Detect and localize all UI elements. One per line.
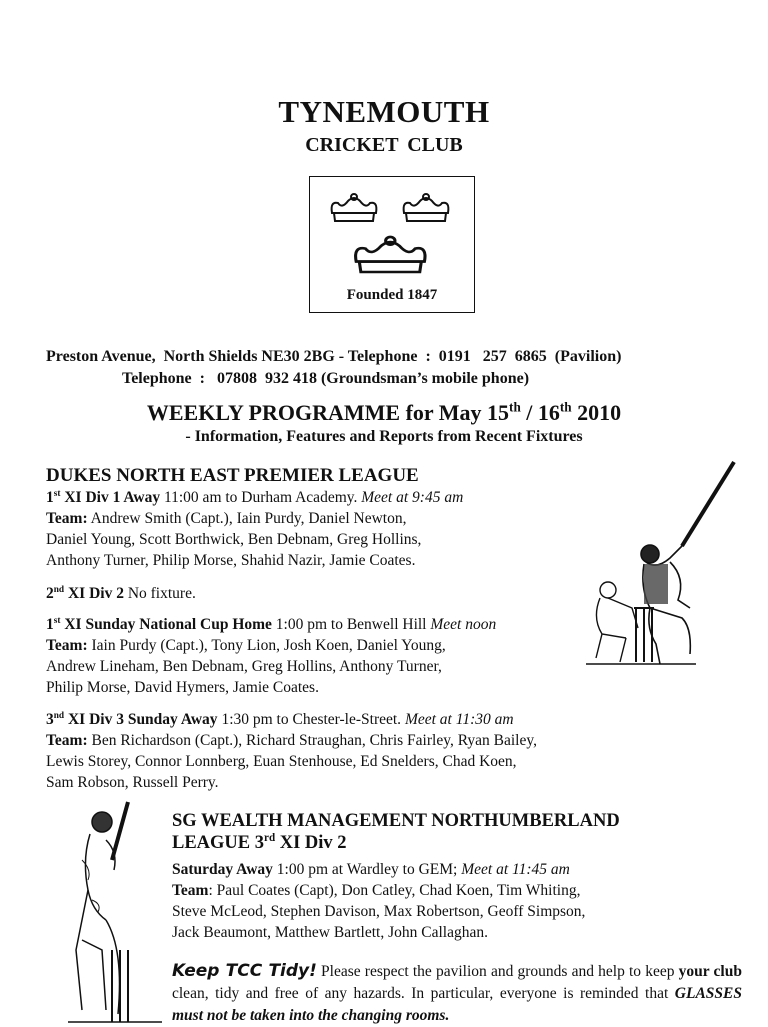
founded-text: Founded 1847	[346, 287, 438, 303]
crown-icon	[356, 237, 425, 272]
sg-fixture: Saturday Away 1:00 pm at Wardley to GEM; Meet at 11:45 am Team: Paul Coates (Capt), Don Catley, Chad Koen, Tim Whiting, Steve McLeod, Stephen Davison, Max Robertson, Geoff Simpson, Jack Beaumont, Matthew Bartlett, John Callaghan.	[172, 861, 586, 941]
keep-tidy-notice: Keep TCC Tidy! Please respect the pavilion and grounds and help to keep your club clean, tidy and free of any hazards. In particular, everyone is reminded that GLASSES must not be taken into the changing rooms.	[172, 961, 742, 1024]
programme-title: WEEKLY PROGRAMME for May 15th / 16th 2010	[146, 399, 622, 425]
sg-league-heading: SG WEALTH MANAGEMENT NORTHUMBERLAND LEAGUE 3rd XI Div 2	[172, 811, 620, 853]
keep-tidy-title: Keep TCC Tidy!	[172, 961, 317, 981]
second-xi-fixture: 2nd XI Div 2 No fixture.	[46, 584, 196, 602]
club-subtitle: CRICKET CLUB	[305, 134, 463, 156]
batsman-illustration	[62, 800, 166, 1026]
contact-line-2: Telephone : 07808 932 418 (Groundsman’s mobile phone)	[122, 370, 530, 387]
crowns-graphic	[310, 177, 474, 287]
contact-line-1: Preston Avenue, North Shields NE30 2BG - Telephone : 0191 257 6865 (Pavilion)	[46, 348, 622, 365]
programme-subtitle: - Information, Features and Reports from Recent Fixtures	[185, 428, 583, 445]
batsman-illustration	[586, 458, 742, 670]
first-xi-fixture: 1st XI Div 1 Away 11:00 am to Durham Academy. Meet at 9:45 am Team: Andrew Smith (Capt.), Iain Purdy, Daniel Newton, Daniel Young, Scott Borthwick, Ben Debnam, Greg Hollins, Anthony Turner, Philip Morse, Shahid Nazir, Jamie Coates.	[46, 488, 464, 569]
club-name: TYNEMOUTH	[278, 94, 490, 129]
third-xi-fixture: 3nd XI Div 3 Sunday Away 1:30 pm to Chester-le-Street. Meet at 11:30 am Team: Ben Richardson (Capt.), Richard Straughan, Chris Fairley, Ryan Bailey, Lewis Storey, Connor Lonnberg, Euan Stenhouse, Ed Snelders, Chad Koen, Sam Robson, Russell Perry.	[46, 710, 537, 791]
club-logo	[309, 176, 475, 313]
dukes-league-heading: DUKES NORTH EAST PREMIER LEAGUE	[46, 465, 419, 486]
crown-icon	[404, 194, 449, 221]
crown-icon	[332, 194, 377, 221]
sunday-cup-fixture: 1st XI Sunday National Cup Home 1:00 pm to Benwell Hill Meet noon Team: Iain Purdy (Capt.), Tony Lion, Josh Koen, Daniel Young, Andrew Lineham, Ben Debnam, Greg Hollins, Anthony Turner, Philip Morse, David Hymers, Jamie Coates.	[46, 615, 497, 696]
